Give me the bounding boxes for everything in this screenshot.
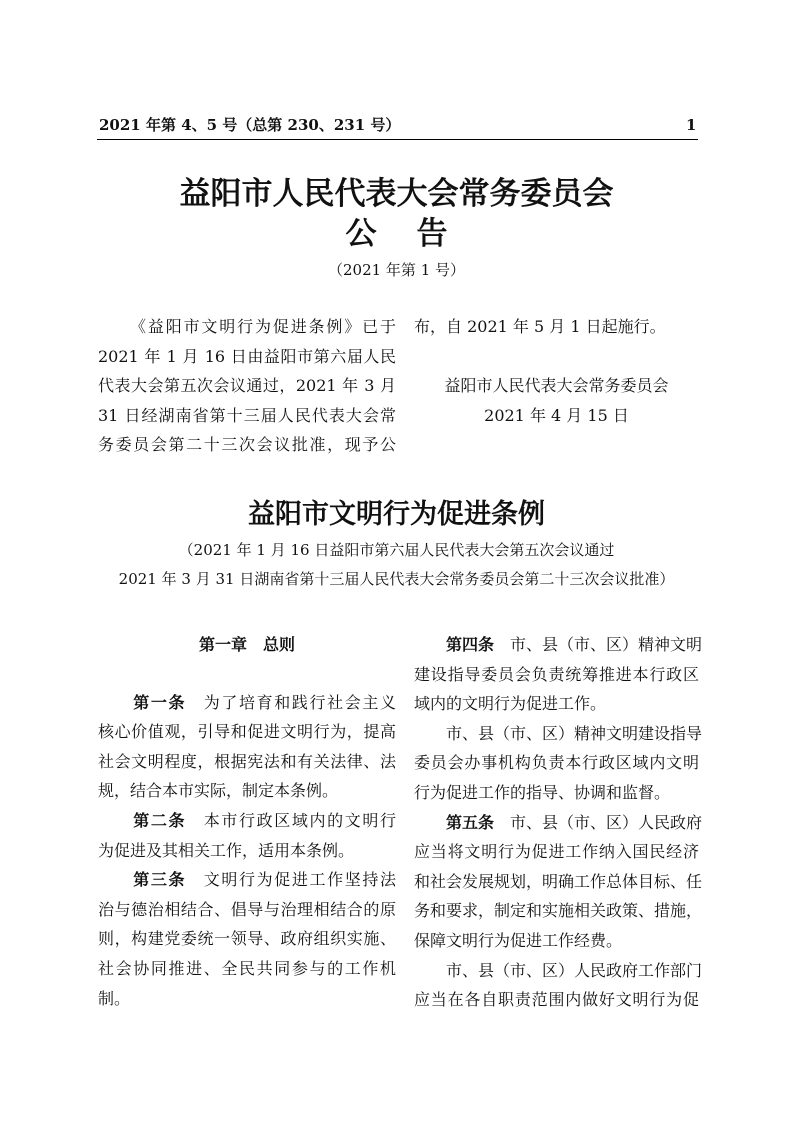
article-line: 务和要求，制定和实施相关政策、措施，: [414, 901, 703, 921]
article-line: 制。: [98, 988, 131, 1008]
announcement-line: 代表大会第五次会议通过，2021 年 3 月: [98, 376, 396, 396]
article-line: 市、县（市、区）精神文明建设指导: [414, 723, 703, 743]
signature-date: 2021 年 4 月 15 日: [484, 405, 629, 425]
announcement-line: 布，自 2021 年 5 月 1 日起施行。: [414, 317, 666, 336]
header-rule: [97, 139, 698, 140]
article-2-first-line: 第二条 本市行政区域内的文明行: [133, 810, 396, 830]
article-line: 应当将文明行为促进工作纳入国民经济: [414, 842, 699, 862]
right-column: [414, 630, 703, 1015]
article-line: 为促进及其相关工作，适用本条例。: [98, 840, 355, 860]
announcement-title: 益阳市人民代表大会常务委员会: [179, 176, 614, 212]
announcement-continuation: [414, 312, 699, 430]
approval-note-line: （2021 年 1 月 16 日益阳市第六届人民代表大会第五次会议通过: [178, 541, 615, 559]
article-line: 行为促进工作的指导、协调和监督。: [414, 782, 671, 802]
announcement-line: 务委员会第二十三次会议批准，现予公: [98, 435, 396, 455]
issue-header: 2021 年第 4、5 号（总第 230、231 号）: [99, 116, 401, 134]
article-line: 市、县（市、区）人民政府工作部门: [414, 960, 703, 980]
approval-note-line: 2021 年 3 月 31 日湖南省第十三届人民代表大会常务委员会第二十三次会议批准）: [118, 570, 675, 588]
page-number: 1: [686, 116, 697, 134]
article-line: 则，构建党委统一领导、政府组织实施、: [98, 929, 396, 949]
article-line: 和社会发展规划，明确工作总体目标、任: [414, 871, 703, 891]
article-line: 域内的文明行为促进工作。: [414, 694, 607, 714]
article-line: 核心价值观，引导和促进文明行为，提高: [98, 722, 396, 742]
article-label: 第四条: [446, 635, 495, 654]
article-label: 第三条: [133, 870, 187, 890]
announcement-number: （2021 年第 1 号）: [327, 261, 466, 279]
article-3-first-line: 第三条 文明行为促进工作坚持法: [133, 870, 396, 890]
announcement-body: [98, 312, 396, 460]
regulation-title: 益阳市文明行为促进条例: [248, 499, 545, 530]
article-line: 应当在各自职责范围内做好文明行为促: [414, 990, 699, 1010]
article-label: 第一条: [133, 692, 187, 712]
article-line: 治与德治相结合、倡导与治理相结合的原: [98, 899, 396, 919]
chapter-heading: 第一章 总则: [198, 635, 295, 654]
left-column: [98, 630, 396, 1013]
article-line: 委员会办事机构负责本行政区域内文明: [414, 753, 699, 773]
article-line: 建设指导委员会负责统筹推进本行政区: [414, 664, 699, 684]
announcement-subtitle: 公告: [345, 216, 488, 252]
article-1-first-line: 第一条 为了培育和践行社会主义: [133, 692, 396, 712]
signature-org: 益阳市人民代表大会常务委员会: [444, 376, 669, 396]
announcement-line: 31 日经湖南省第十三届人民代表大会常: [98, 405, 396, 425]
article-4-first-line: 第四条 市、县（市、区）精神文明: [446, 635, 703, 654]
article-label: 第五条: [446, 812, 495, 832]
article-5-first-line: 第五条 市、县（市、区）人民政府: [446, 812, 703, 832]
article-line: 社会协同推进、全民共同参与的工作机: [98, 958, 396, 978]
announcement-line: 2021 年 1 月 16 日由益阳市第六届人民: [98, 346, 396, 366]
article-line: 规，结合本市实际，制定本条例。: [98, 781, 339, 801]
article-line: 社会文明程度，根据宪法和有关法律、法: [98, 751, 396, 771]
article-label: 第二条: [133, 810, 187, 830]
article-line: 保障文明行为促进工作经费。: [414, 930, 623, 950]
announcement-line: 《益阳市文明行为促进条例》已于: [130, 317, 396, 336]
